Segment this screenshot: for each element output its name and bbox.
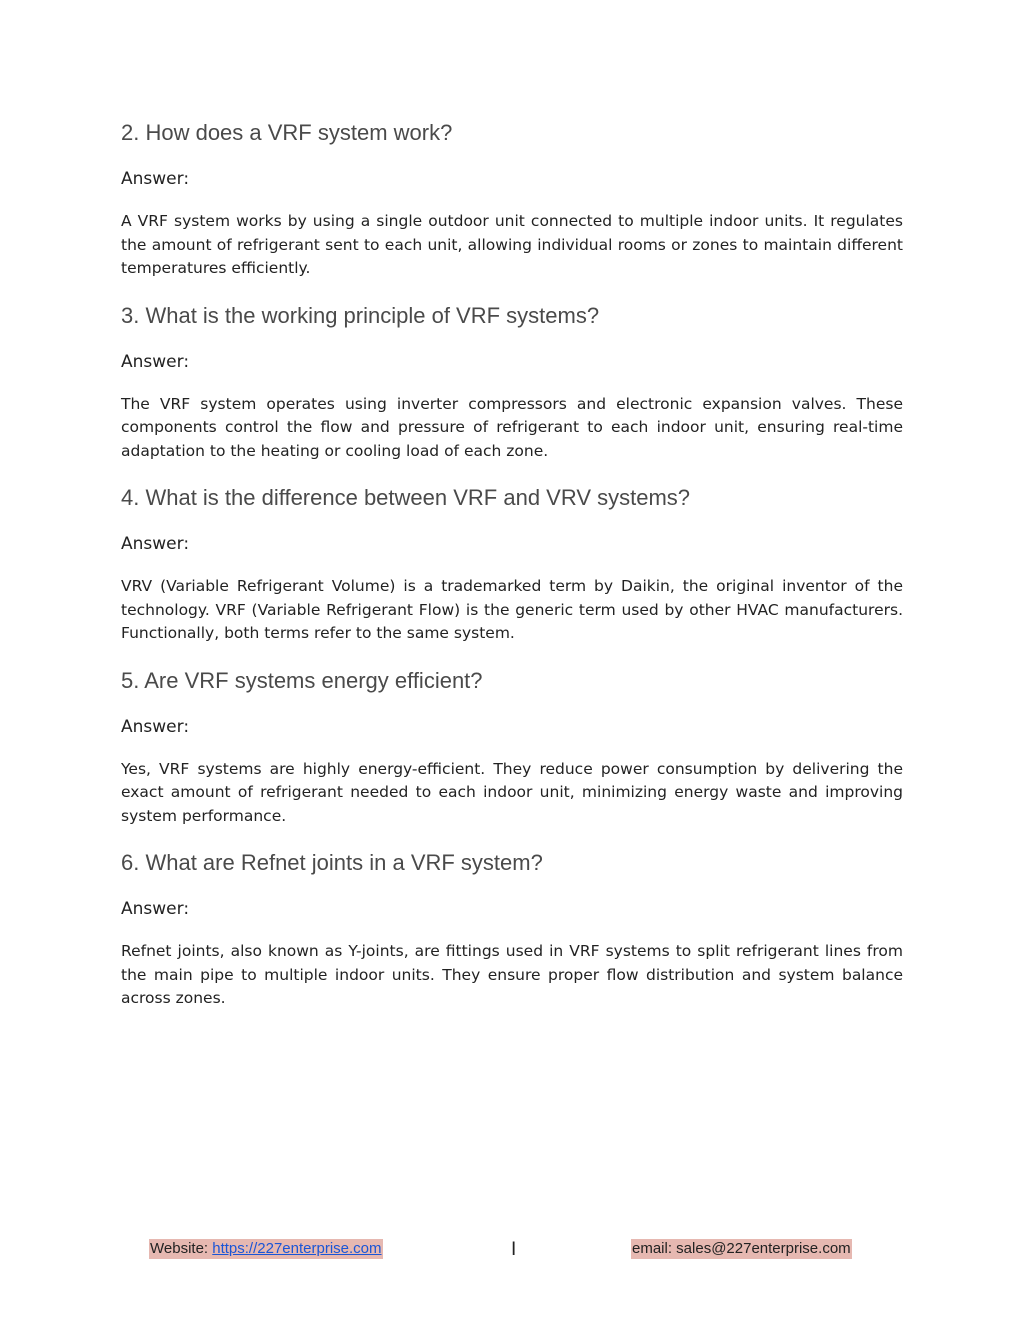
answer-label: Answer:	[121, 351, 190, 372]
answer-text: The VRF system operates using inverter compressors and electronic expansion valves. These components control the flow and pressure of refrigerant to each indoor unit, ensuring real-time adaptation to the heating or cooling load of each zone.	[121, 394, 903, 460]
question-heading: 6. What are Refnet joints in a VRF system?	[121, 850, 543, 875]
answer-text: Refnet joints, also known as Y-joints, are fittings used in VRF systems to split refrigerant lines from the main pipe to multiple indoor units. They ensure proper flow distribution and system balance across zones.	[121, 942, 903, 1007]
qa-section-4	[121, 483, 903, 646]
question-heading: 5. Are VRF systems energy efficient?	[121, 667, 483, 693]
qa-section-2	[121, 118, 903, 281]
answer-text: A VRF system works by using a single outdoor unit connected to multiple indoor units. It regulates the amount of refrigerant sent to each unit, allowing individual rooms or zones to maintain different temperatures efficiently.	[121, 212, 903, 277]
qa-section-6	[121, 848, 903, 1011]
answer-text: Yes, VRF systems are highly energy-efficient. They reduce power consumption by delivering the exact amount of refrigerant needed to each indoor unit, minimizing energy waste and improving system performance.	[121, 759, 903, 825]
question-heading: 2. How does a VRF system work?	[121, 120, 453, 145]
footer-email: email: sales@227enterprise.com	[632, 1240, 851, 1257]
website-link[interactable]: https://227enterprise.com	[212, 1240, 382, 1257]
footer-website	[149, 1239, 383, 1259]
answer-label: Answer:	[121, 716, 190, 737]
document-body	[121, 118, 903, 1011]
website-label: Website:	[150, 1240, 213, 1257]
answer-label: Answer:	[121, 534, 190, 554]
page-footer	[0, 1239, 1024, 1263]
question-heading: 4. What is the difference between VRF and VRV systems?	[121, 485, 691, 510]
page-number: I	[511, 1239, 517, 1260]
answer-label: Answer:	[121, 169, 190, 189]
answer-label: Answer:	[121, 899, 190, 919]
answer-text: VRV (Variable Refrigerant Volume) is a trademarked term by Daikin, the original inventor of the technology. VRF (Variable Refrigerant Flow) is the generic term used by other HVAC manufacturers. Functionally, both terms refer to the same system.	[121, 577, 903, 642]
qa-section-3	[121, 301, 903, 464]
question-heading: 3. What is the working principle of VRF systems?	[121, 302, 600, 328]
qa-section-5	[121, 666, 903, 829]
